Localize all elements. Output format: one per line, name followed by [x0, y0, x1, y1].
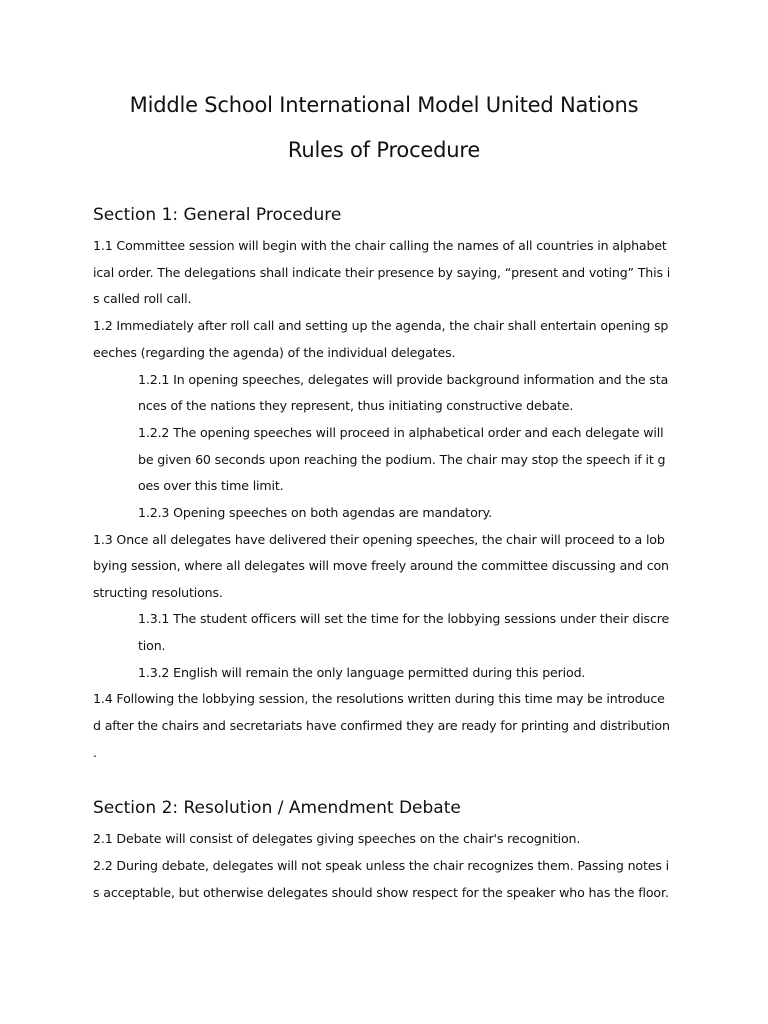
text-line: 1.1 Committee session will begin with the chair calling the names of all countries in alphabet [93, 238, 667, 253]
text-line: 1.4 Following the lobbying session, the resolutions written during this time may be introduce [93, 691, 665, 706]
text-line: d after the chairs and secretariats have confirmed they are ready for printing and distribution [93, 718, 670, 733]
section-1-heading: Section 1: General Procedure [93, 205, 342, 225]
text-line: 1.3.2 English will remain the only language permitted during this period. [138, 665, 586, 680]
text-line: . [93, 745, 97, 760]
text-line: 1.2.3 Opening speeches on both agendas are mandatory. [138, 505, 493, 520]
text-line: 2.1 Debate will consist of delegates giving speeches on the chair's recognition. [93, 831, 581, 846]
text-line: 1.3 Once all delegates have delivered their opening speeches, the chair will proceed to a lob [93, 532, 665, 547]
text-line: ical order. The delegations shall indicate their presence by saying, “present and voting” This i [93, 265, 671, 280]
document-subtitle: Rules of Procedure [287, 138, 481, 162]
text-line: be given 60 seconds upon reaching the podium. The chair may stop the speech if it g [138, 452, 666, 467]
text-line: s acceptable, but otherwise delegates should show respect for the speaker who has the floor. [93, 885, 669, 900]
text-line: 1.2.1 In opening speeches, delegates will provide background information and the sta [138, 372, 669, 387]
document-title: Middle School International Model United Nations [129, 93, 639, 117]
text-line: tion. [138, 638, 166, 653]
text-line: structing resolutions. [93, 585, 223, 600]
text-line: 1.3.1 The student officers will set the time for the lobbying sessions under their discre [138, 611, 670, 626]
section-2-heading: Section 2: Resolution / Amendment Debate [93, 798, 461, 818]
text-line: 1.2.2 The opening speeches will proceed in alphabetical order and each delegate will [138, 425, 664, 440]
text-line: 2.2 During debate, delegates will not speak unless the chair recognizes them. Passing notes i [93, 858, 669, 873]
text-line: eeches (regarding the agenda) of the individual delegates. [93, 345, 456, 360]
text-line: nces of the nations they represent, thus initiating constructive debate. [138, 398, 574, 413]
text-line: 1.2 Immediately after roll call and setting up the agenda, the chair shall entertain opening sp [93, 318, 669, 333]
text-line: bying session, where all delegates will move freely around the committee discussing and con [93, 558, 669, 573]
text-line: oes over this time limit. [138, 478, 284, 493]
text-line: s called roll call. [93, 291, 192, 306]
